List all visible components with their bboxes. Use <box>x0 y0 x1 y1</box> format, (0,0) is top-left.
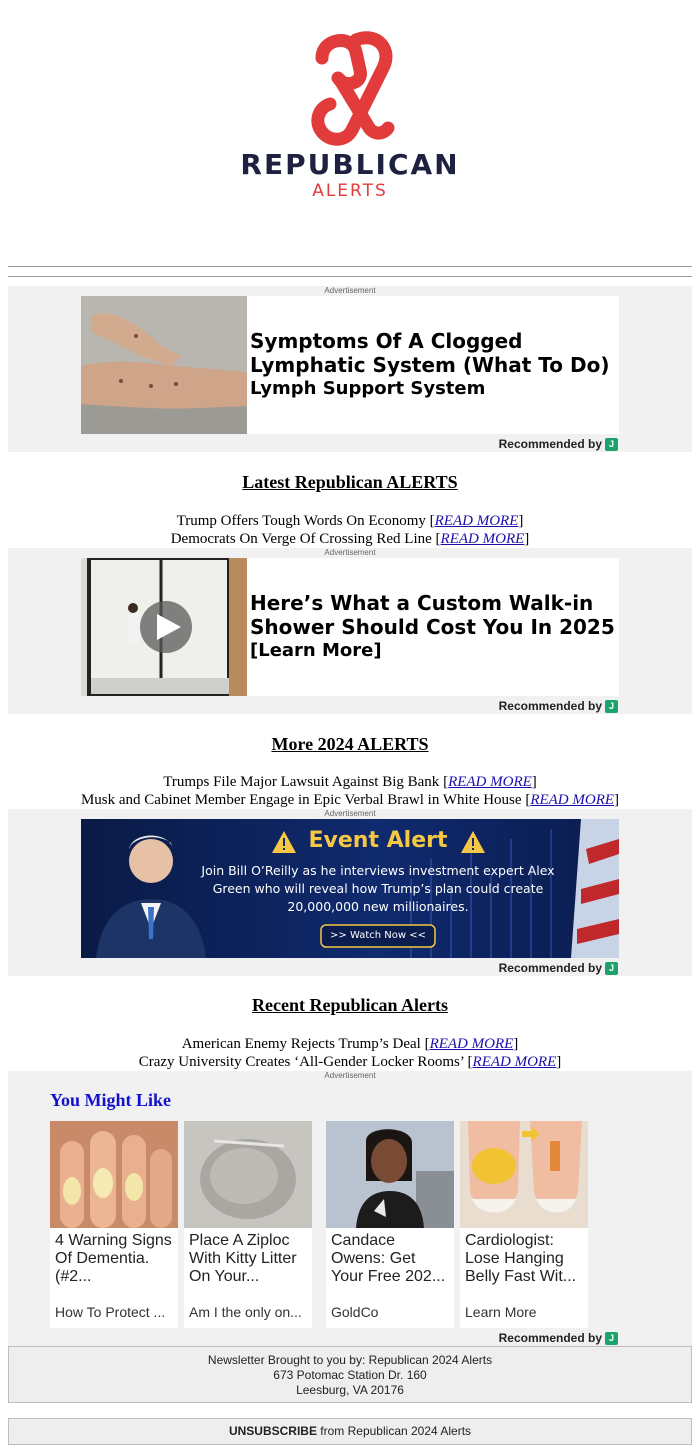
recommendation-tile[interactable] <box>460 1121 588 1328</box>
recommended-by-label: Recommended by <box>498 437 602 451</box>
section-title: Latest Republican ALERTS <box>242 472 458 492</box>
news-item: Musk and Cabinet Member Engage in Epic Verbal Brawl in White House [READ MORE] <box>80 792 620 808</box>
ad-text[interactable] <box>250 558 616 696</box>
logo-subtitle: ALERTS <box>312 181 388 201</box>
footer-city: Leesburg, VA 20176 <box>296 1383 404 1397</box>
ad-label: Advertisement <box>324 1071 376 1080</box>
news-item-text: American Enemy Rejects Trump’s Deal <box>181 1036 421 1052</box>
ad-sponsor[interactable]: Lymph Support System <box>250 378 486 399</box>
watch-now-button[interactable]: >> Watch Now << <box>330 930 426 941</box>
tile-image-portrait[interactable] <box>326 1121 454 1228</box>
tile-source: How To Protect ... <box>55 1304 166 1320</box>
ad-image-legs[interactable] <box>81 296 247 434</box>
news-item-text: Crazy University Creates ‘All-Gender Locker Rooms’ <box>138 1054 464 1070</box>
you-might-like-title: You Might Like <box>50 1090 172 1110</box>
recommended-badge-icon: J <box>605 962 618 975</box>
recommended-badge-icon: J <box>605 438 618 451</box>
divider <box>8 276 692 277</box>
news-item-text: Trumps File Major Lawsuit Against Big Bank <box>163 774 440 790</box>
ad-label: Advertisement <box>324 548 376 557</box>
news-item: Crazy University Creates ‘All-Gender Locker Rooms’ [READ MORE] <box>138 1054 562 1070</box>
tile-headline[interactable]: 4 Warning Signs Of Dementia. (#2... <box>55 1232 172 1285</box>
tile-image-belly[interactable] <box>460 1121 588 1228</box>
ad-text[interactable] <box>250 296 616 434</box>
news-item: Trumps File Major Lawsuit Against Big Bank [READ MORE] <box>163 774 537 790</box>
event-title: Event Alert <box>308 828 448 853</box>
unsubscribe-rest[interactable]: from Republican 2024 Alerts <box>316 1424 472 1438</box>
ad-block-event <box>8 809 692 976</box>
read-more-link[interactable]: READ MORE <box>440 531 525 547</box>
read-more-link[interactable]: READ MORE <box>472 1054 557 1070</box>
event-banner[interactable] <box>81 819 619 958</box>
footer-line: Newsletter Brought to you by: Republican 2024 Alerts <box>207 1353 493 1367</box>
divider <box>8 266 692 267</box>
ad-block-shower <box>8 548 692 714</box>
ad-label: Advertisement <box>324 809 376 818</box>
recommended-by-label: Recommended by <box>498 1331 602 1345</box>
ad-card-lymph[interactable] <box>81 296 619 434</box>
ad-label: Advertisement <box>324 286 376 295</box>
news-item-text: Musk and Cabinet Member Engage in Epic Verbal Brawl in White House <box>80 792 522 808</box>
read-more-link[interactable]: READ MORE <box>434 513 519 529</box>
tile-source: Am I the only on... <box>189 1304 302 1320</box>
tile-source: Learn More <box>465 1304 537 1320</box>
event-body: Join Bill O’Reilly as he interviews investment expert Alex Green who will reveal how Trump’s plan could create 20,000,000 new millionaires. <box>201 863 555 914</box>
unsubscribe-link[interactable] <box>8 1418 692 1445</box>
ad-sponsor[interactable]: [Learn More] <box>250 640 382 661</box>
news-item-text: Democrats On Verge Of Crossing Red Line <box>170 531 432 547</box>
logo-title: REPUBLICAN <box>240 148 460 181</box>
tile-headline[interactable]: Cardiologist: Lose Hanging Belly Fast Wit... <box>465 1232 577 1285</box>
recommended-by[interactable] <box>499 1331 618 1345</box>
recommendation-tile[interactable] <box>50 1121 178 1328</box>
section-title: More 2024 ALERTS <box>271 734 429 754</box>
tile-headline[interactable]: Candace Owens: Get Your Free 202... <box>331 1232 446 1285</box>
recommended-by-label: Recommended by <box>498 961 602 975</box>
news-item: American Enemy Rejects Trump’s Deal [READ MORE] <box>181 1036 519 1052</box>
ad-image-shower[interactable] <box>81 558 247 696</box>
read-more-link[interactable]: READ MORE <box>429 1036 514 1052</box>
recommended-badge-icon: J <box>605 700 618 713</box>
news-item: Democrats On Verge Of Crossing Red Line [READ MORE] <box>170 531 530 547</box>
you-might-like-block <box>8 1071 692 1346</box>
recommended-by[interactable] <box>499 961 618 975</box>
header-logo[interactable] <box>0 0 700 250</box>
recommended-by[interactable] <box>499 699 618 713</box>
read-more-link[interactable]: READ MORE <box>448 774 532 790</box>
recommendation-tile[interactable] <box>184 1121 312 1328</box>
recommended-by-label: Recommended by <box>498 699 602 713</box>
news-item: Trump Offers Tough Words On Economy [READ MORE] <box>176 513 524 529</box>
read-more-link[interactable]: READ MORE <box>530 792 615 808</box>
recommendation-tile[interactable] <box>326 1121 454 1328</box>
tile-image-nails[interactable] <box>50 1121 178 1228</box>
ad-headline[interactable]: Here’s What a Custom Walk-in Shower Should Cost You In 2025 <box>250 591 615 639</box>
newsletter-footer <box>8 1346 692 1403</box>
ad-card-shower[interactable] <box>81 558 619 696</box>
tile-image-litter[interactable] <box>184 1121 312 1228</box>
unsubscribe-bold[interactable]: UNSUBSCRIBE <box>228 1424 317 1438</box>
ad-block-lymph <box>8 286 692 452</box>
tile-source: GoldCo <box>331 1304 379 1320</box>
news-item-text: Trump Offers Tough Words On Economy <box>176 513 426 529</box>
footer-address: 673 Potomac Station Dr. 160 <box>273 1368 427 1382</box>
recommended-by[interactable] <box>499 437 618 451</box>
recommended-badge-icon: J <box>605 1332 618 1345</box>
ad-headline[interactable]: Symptoms Of A Clogged Lymphatic System (What To Do) <box>250 329 610 377</box>
section-title: Recent Republican Alerts <box>252 995 448 1015</box>
logo-mark-icon <box>300 30 400 148</box>
tile-headline[interactable]: Place A Ziploc With Kitty Litter On Your... <box>189 1232 297 1285</box>
